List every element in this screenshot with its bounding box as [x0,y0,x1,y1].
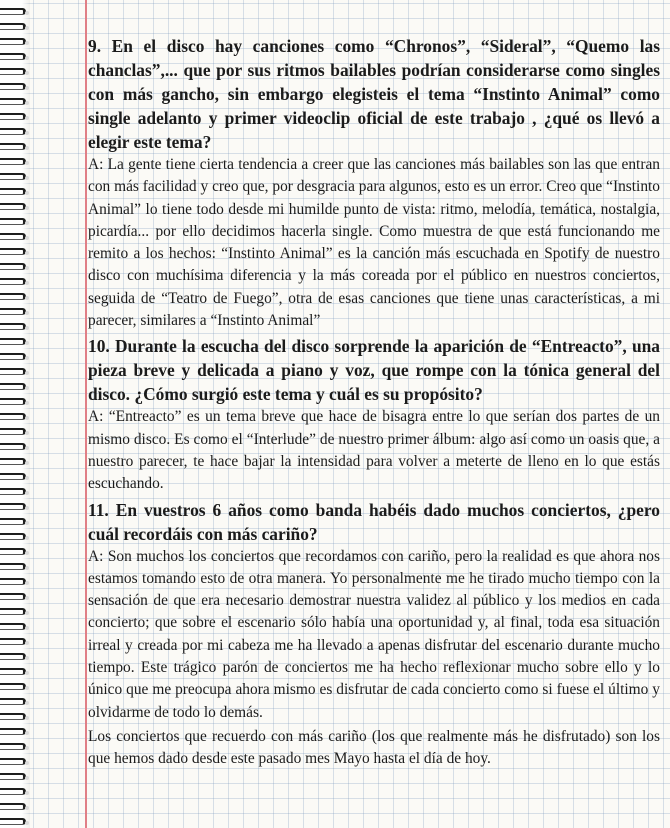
spiral-ring [0,248,26,255]
spiral-ring [0,173,26,180]
spiral-ring [0,683,26,690]
spiral-ring [0,548,26,555]
spiral-ring [0,398,26,405]
spiral-ring [0,353,26,360]
spiral-ring [0,473,26,480]
spiral-ring [0,773,26,780]
spiral-ring [0,653,26,660]
spiral-ring [0,143,26,150]
spiral-ring [0,368,26,375]
interview-page [88,34,660,773]
spiral-ring [0,188,26,195]
spiral-ring [0,413,26,420]
spiral-ring [0,608,26,615]
spiral-ring [0,803,26,810]
spiral-ring [0,113,26,120]
spiral-ring [0,563,26,570]
spiral-ring [0,278,26,285]
question-9: 9. En el disco hay canciones como “Chronos”, “Sideral”, “Quemo las chanclas”,... que por sus ritmos bailables podrían considerarse como singles con más gancho, sin embargo elegisteis el tema “Instinto Animal” como single adelanto y primer videoclip oficial de este trabajo , ¿qué os llevó a elegir este tema? [88,36,660,152]
spiral-ring [0,788,26,795]
spiral-ring [0,98,26,105]
spiral-ring [0,818,26,825]
spiral-ring [0,323,26,330]
spiral-ring [0,488,26,495]
spiral-ring [0,293,26,300]
spiral-ring [0,128,26,135]
spiral-ring [0,68,26,75]
answer-11-continued: Los conciertos que recuerdo con más cariño (los que realmente más he disfrutado) son los que hemos dado desde este pasado mes Mayo hasta el día de hoy. [88,727,660,768]
spiral-ring [0,428,26,435]
question-11: 11. En vuestros 6 años como banda habéis dado muchos conciertos, ¿pero cuál recordáis con más cariño? [88,499,660,544]
answer-10: A: “Entreacto” es un tema breve que hace de bisagra entre lo que serían dos partes de un mismo disco. Es como el “Interlude” de nuestro primer álbum: algo así como un oasis que, a nuestro parecer, te hace bajar la intensidad para volver a meterte de lleno en lo que estás escuchando. [88,408,660,493]
spiral-ring [0,623,26,630]
spiral-ring [0,23,26,30]
spiral-ring [0,218,26,225]
spiral-ring [0,38,26,45]
notebook-spiral-binding [0,0,30,828]
spiral-ring [0,698,26,705]
spiral-ring [0,383,26,390]
spiral-ring [0,263,26,270]
spiral-ring [0,53,26,60]
spiral-ring [0,338,26,345]
spiral-ring [0,533,26,540]
question-10: 10. Durante la escucha del disco sorprende la aparición de “Entreacto”, una pieza breve y delicada a piano y voz, que rompe con la tónica general del disco. ¿Cómo surgió este tema y cuál es su propósito? [88,336,660,405]
spiral-ring [0,83,26,90]
spiral-ring [0,593,26,600]
spiral-ring [0,203,26,210]
spiral-ring [0,158,26,165]
spiral-ring [0,8,26,15]
spiral-ring [0,458,26,465]
spiral-ring [0,443,26,450]
spiral-ring [0,233,26,240]
spiral-ring [0,728,26,735]
spiral-ring [0,578,26,585]
spiral-ring [0,503,26,510]
answer-9: A: La gente tiene cierta tendencia a creer que las canciones más bailables son las que entran con más facilidad y creo que, por desgracia para algunos, esto es un error. Creo que “Instinto Animal” lo tiene todo desde mi humilde punto de vista: ritmo, melodía, temática, nostalgia, picardía... por ello decidimos hacerla single. Como muestra de que está funcionando me remito a los hechos: “Instinto Animal” es la canción más escuchada en Spotify de nuestro disco con muchísima diferencia y la más coreada por el público en nuestros conciertos, seguida de “Teatro de Fuego”, otra de esas canciones que tiene unas características, a mi parecer, similares a “Instinto Animal” [88,156,660,330]
spiral-ring [0,308,26,315]
spiral-ring [0,743,26,750]
answer-11: A: Son muchos los conciertos que recordamos con cariño, pero la realidad es que ahora nos estamos tomando esto de otra manera. Yo personalmente me he tirado mucho tiempo con la sensación de que era necesario demostrar nuestra validez al público y los medios en cada concierto; que sobre el escenario sólo había una oportunidad y, al final, toda esa situación irreal y creada por mi cabeza me ha llevado a apenas disfrutar del escenario durante mucho tiempo. Este trágico parón de conciertos me ha hecho reflexionar mucho sobre ello y lo único que me preocupa ahora mismo es disfrutar de cada concierto como si fuese el último y olvidarme de todo lo demás. [88,547,660,721]
spiral-ring [0,713,26,720]
spiral-ring [0,758,26,765]
spiral-ring [0,668,26,675]
notebook-margin-line [85,0,87,828]
spiral-ring [0,638,26,645]
spiral-ring [0,518,26,525]
